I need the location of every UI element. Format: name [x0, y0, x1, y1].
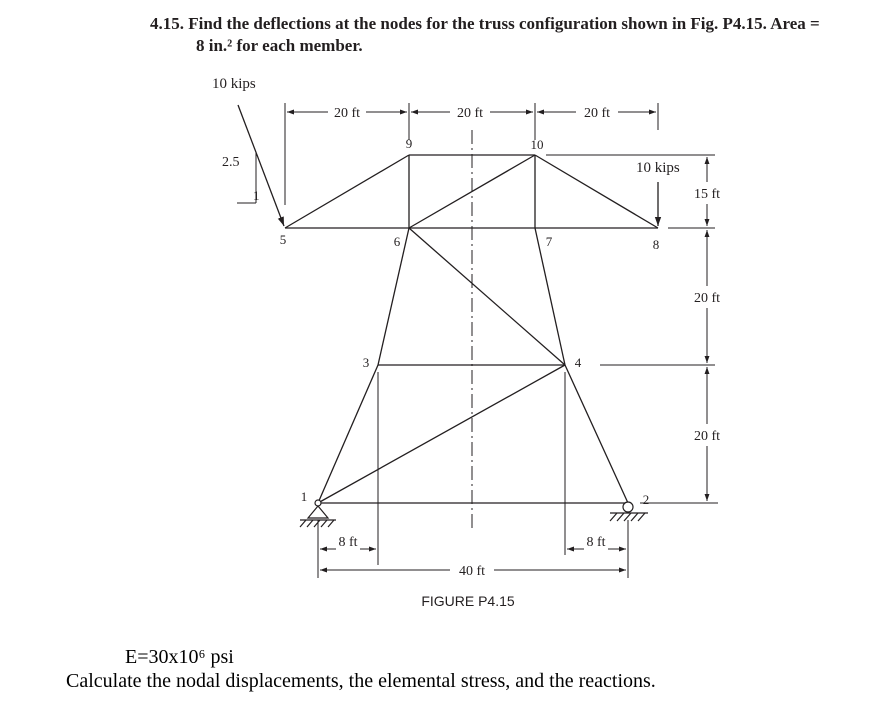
- dim-height-2: 20 ft: [693, 291, 721, 306]
- node-label-3: 3: [362, 355, 370, 370]
- slope-rise-label: 2.5: [222, 155, 240, 170]
- bottom-dimensions: [318, 372, 628, 578]
- node-label-9: 9: [405, 136, 413, 151]
- right-dimensions: [546, 155, 721, 503]
- given-modulus: E=30x10⁶ psi: [125, 646, 234, 668]
- node-label-10: 10: [530, 137, 544, 152]
- dim-offset-left: 8 ft: [338, 535, 358, 550]
- dim-offset-right: 8 ft: [586, 535, 606, 550]
- problem-text-line1: Find the deflections at the nodes for the truss configuration shown in Fig. P4.15. Area =: [188, 14, 820, 33]
- dim-span-3: 20 ft: [583, 106, 611, 121]
- member-4-1: [318, 365, 565, 503]
- slope-run-label: 1: [253, 188, 260, 203]
- pin-support-node-1: [300, 500, 336, 527]
- node-label-5: 5: [279, 232, 287, 247]
- figure-caption: FIGURE P4.15: [421, 593, 515, 609]
- vertical-load-label: 10 kips: [636, 160, 680, 176]
- member-4-2: [565, 365, 628, 503]
- member-6-4: [409, 228, 565, 365]
- dim-base-width: 40 ft: [458, 564, 486, 579]
- node-label-2: 2: [642, 492, 650, 507]
- member-3-1: [318, 365, 378, 503]
- member-5-9: [285, 155, 409, 228]
- problem-number: 4.15.: [150, 14, 184, 33]
- inclined-load-arrow: [237, 105, 284, 226]
- node-label-8: 8: [652, 237, 660, 252]
- task-statement: Calculate the nodal displacements, the elemental stress, and the reactions.: [66, 670, 656, 692]
- node-label-7: 7: [545, 234, 553, 249]
- problem-text-line2: 8 in.² for each member.: [196, 36, 363, 55]
- dim-height-1: 15 ft: [693, 187, 721, 202]
- node-label-4: 4: [574, 355, 582, 370]
- node-label-1: 1: [300, 489, 308, 504]
- dim-span-1: 20 ft: [333, 106, 361, 121]
- inclined-load-label: 10 kips: [212, 76, 256, 92]
- dim-height-3: 20 ft: [693, 429, 721, 444]
- dim-span-2: 20 ft: [456, 106, 484, 121]
- node-label-6: 6: [393, 234, 401, 249]
